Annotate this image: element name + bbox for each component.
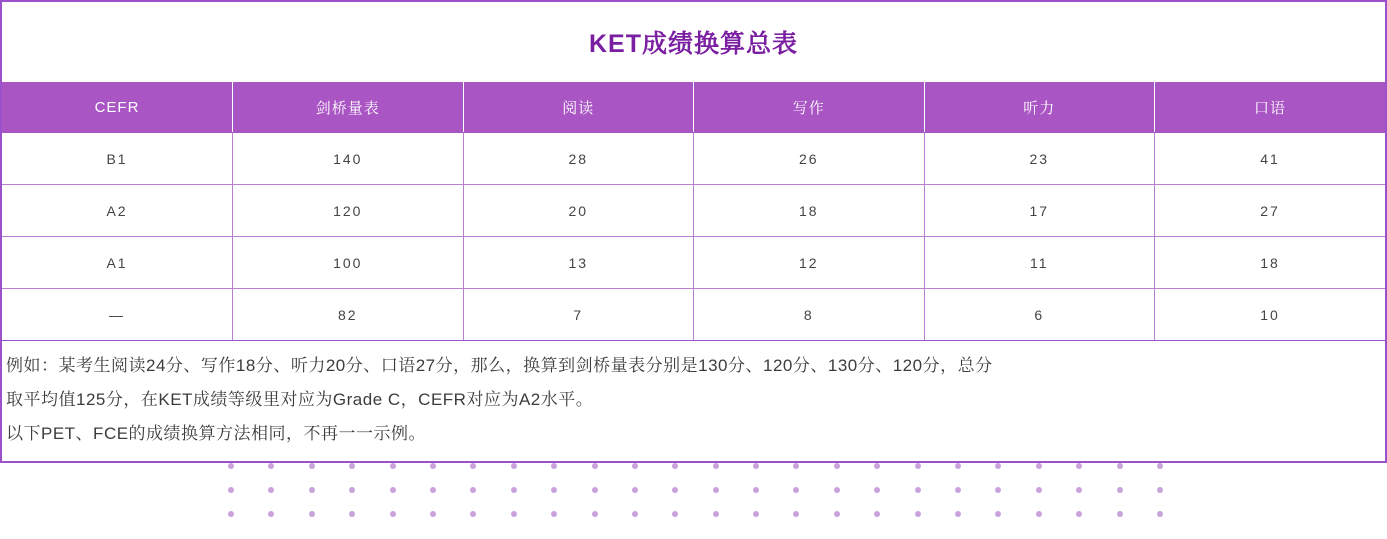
dot-row [228, 487, 1163, 493]
cell-reading: 28 [463, 133, 694, 185]
dot-icon [309, 487, 315, 493]
dot-icon [470, 487, 476, 493]
dot-icon [1157, 511, 1163, 517]
column-header-writing: 写作 [694, 82, 925, 133]
column-header-speaking: 口语 [1155, 82, 1386, 133]
dot-icon [228, 511, 234, 517]
dot-icon [753, 511, 759, 517]
cell-writing: 8 [694, 289, 925, 341]
dot-icon [915, 487, 921, 493]
dot-icon [713, 511, 719, 517]
table-header [2, 82, 1385, 133]
dot-icon [390, 463, 396, 469]
cell-cefr: A1 [2, 237, 233, 289]
column-header-cefr: CEFR [2, 82, 233, 133]
cell-speaking: 10 [1155, 289, 1386, 341]
dot-icon [1117, 511, 1123, 517]
cell-listening: 23 [924, 133, 1155, 185]
table-row [2, 237, 1385, 289]
dot-icon [915, 511, 921, 517]
note-line: 以下PET、FCE的成绩换算方法相同，不再一一示例。 [6, 424, 427, 443]
dot-icon [268, 487, 274, 493]
dot-icon [632, 511, 638, 517]
dot-icon [834, 463, 840, 469]
cell-listening: 11 [924, 237, 1155, 289]
dot-icon [1036, 463, 1042, 469]
cell-writing: 18 [694, 185, 925, 237]
dot-icon [1157, 487, 1163, 493]
dot-icon [793, 463, 799, 469]
cell-reading: 20 [463, 185, 694, 237]
dot-icon [390, 511, 396, 517]
cell-speaking: 18 [1155, 237, 1386, 289]
score-table [2, 82, 1385, 341]
dot-icon [995, 487, 1001, 493]
dot-icon [1076, 463, 1082, 469]
dot-icon [1117, 463, 1123, 469]
dot-icon [1036, 511, 1042, 517]
dot-icon [672, 463, 678, 469]
dot-icon [793, 511, 799, 517]
dot-icon [753, 463, 759, 469]
dot-icon [592, 511, 598, 517]
table-header-row [2, 82, 1385, 133]
cell-cambridge-scale: 82 [233, 289, 464, 341]
cell-cefr: — [2, 289, 233, 341]
dot-icon [309, 511, 315, 517]
dot-icon [551, 463, 557, 469]
cell-listening: 17 [924, 185, 1155, 237]
cell-reading: 13 [463, 237, 694, 289]
table-row [2, 133, 1385, 185]
dot-icon [874, 463, 880, 469]
dot-icon [309, 463, 315, 469]
dot-icon [672, 511, 678, 517]
cell-cambridge-scale: 100 [233, 237, 464, 289]
dot-icon [592, 487, 598, 493]
cell-listening: 6 [924, 289, 1155, 341]
cell-reading: 7 [463, 289, 694, 341]
dot-icon [511, 511, 517, 517]
dot-icon [955, 511, 961, 517]
dot-icon [430, 511, 436, 517]
dot-icon [551, 511, 557, 517]
dot-icon [793, 487, 799, 493]
cell-cefr: A2 [2, 185, 233, 237]
dot-icon [713, 463, 719, 469]
dot-icon [834, 487, 840, 493]
dot-icon [430, 487, 436, 493]
cell-speaking: 27 [1155, 185, 1386, 237]
page-title: KET成绩换算总表 [588, 30, 798, 58]
decorative-dot-grid [228, 463, 1163, 525]
dot-icon [1076, 511, 1082, 517]
column-header-reading: 阅读 [463, 82, 694, 133]
dot-icon [511, 487, 517, 493]
table-row [2, 185, 1385, 237]
column-header-listening: 听力 [924, 82, 1155, 133]
dot-icon [470, 463, 476, 469]
cell-cambridge-scale: 140 [233, 133, 464, 185]
dot-icon [268, 511, 274, 517]
dot-icon [349, 463, 355, 469]
dot-icon [349, 511, 355, 517]
cell-cefr: B1 [2, 133, 233, 185]
note-line: 例如：某考生阅读24分、写作18分、听力20分、口语27分，那么，换算到剑桥量表分别是130分、120分、130分、120分，总分 [6, 356, 993, 375]
cell-speaking: 41 [1155, 133, 1386, 185]
dot-row [228, 511, 1163, 517]
dot-icon [470, 511, 476, 517]
dot-icon [511, 463, 517, 469]
note-line: 取平均值125分，在KET成绩等级里对应为Grade C，CEFR对应为A2水平。 [6, 390, 594, 409]
dot-icon [1157, 463, 1163, 469]
dot-icon [955, 487, 961, 493]
dot-icon [349, 487, 355, 493]
notes-section [2, 341, 1385, 461]
cell-cambridge-scale: 120 [233, 185, 464, 237]
dot-icon [551, 487, 557, 493]
dot-icon [915, 463, 921, 469]
title-bar [2, 2, 1385, 82]
dot-icon [632, 487, 638, 493]
dot-icon [874, 487, 880, 493]
table-body [2, 133, 1385, 341]
dot-icon [268, 463, 274, 469]
column-header-cambridge-scale: 剑桥量表 [233, 82, 464, 133]
dot-icon [995, 463, 1001, 469]
dot-icon [632, 463, 638, 469]
dot-icon [228, 463, 234, 469]
dot-icon [834, 511, 840, 517]
dot-icon [390, 487, 396, 493]
dot-icon [592, 463, 598, 469]
table-row [2, 289, 1385, 341]
dot-icon [672, 487, 678, 493]
cell-writing: 12 [694, 237, 925, 289]
cell-writing: 26 [694, 133, 925, 185]
dot-icon [874, 511, 880, 517]
dot-icon [995, 511, 1001, 517]
dot-icon [753, 487, 759, 493]
dot-icon [1117, 487, 1123, 493]
dot-icon [955, 463, 961, 469]
dot-icon [430, 463, 436, 469]
dot-row [228, 463, 1163, 469]
dot-icon [228, 487, 234, 493]
dot-icon [713, 487, 719, 493]
dot-icon [1036, 487, 1042, 493]
dot-icon [1076, 487, 1082, 493]
